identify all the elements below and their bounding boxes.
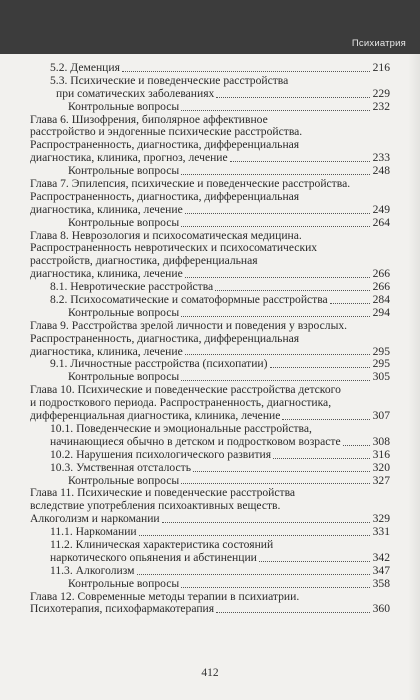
toc-entry [30,410,390,423]
toc-entry [30,423,390,436]
toc-page-number: 308 [372,434,390,448]
toc-page-number: 295 [372,357,390,371]
toc-entry-text: 10.2. Нарушения психологического развития [50,447,272,461]
toc-leader-dots [230,161,370,162]
toc-leader-dots [181,587,370,588]
toc-entry-text: Глава 9. Расстройства зрелой личности и поведения у взрослых. [30,318,348,332]
toc-entry-text: диагностика, клиника, прогноз, лечение [30,151,228,165]
toc-entry-text: 9.1. Личностные расстройства (психопатии) [50,357,268,371]
page-fold-shadow [408,54,420,700]
toc-leader-dots [181,174,370,175]
table-of-contents [30,62,390,616]
toc-entry [30,565,390,578]
toc-entry [30,603,390,616]
toc-entry-text: Глава 6. Шизофрения, биполярное аффективное [30,112,268,126]
toc-entry [30,191,390,204]
toc-entry [30,75,390,88]
toc-leader-dots [181,316,370,317]
toc-entry-text: Алкоголизм и наркомании [30,512,160,526]
toc-entry-text: Глава 11. Психические и поведенческие расстройства [30,486,296,500]
toc-entry-text: Контрольные вопросы [68,576,180,590]
toc-entry-text: Распространенность невротических и психосоматических [30,241,318,255]
toc-entry-text: 11.2. Клиническая характеристика состояний [50,537,274,551]
toc-page-number: 307 [372,409,390,423]
page-number: 412 [201,667,219,679]
toc-page-number: 305 [372,370,390,384]
toc-leader-dots [282,419,370,420]
toc-entry-text: диагностика, клиника, лечение [30,344,183,358]
toc-entry [30,217,390,230]
toc-leader-dots [181,380,370,381]
toc-page-number: 229 [372,86,390,100]
toc-leader-dots [215,290,370,291]
toc-entry [30,333,390,346]
toc-page-number: 347 [372,563,390,577]
toc-entry-text: наркотического опьянения и абстиненции [50,550,257,564]
toc-leader-dots [185,213,370,214]
toc-entry [30,307,390,320]
toc-leader-dots [181,110,370,111]
toc-page-number: 248 [372,164,390,178]
toc-entry-text: вследствие употребления психоактивных веществ. [30,499,281,513]
toc-leader-dots [181,226,370,227]
toc-page-number: 329 [372,512,390,526]
toc-leader-dots [259,561,370,562]
toc-page-number: 342 [372,550,390,564]
toc-entry [30,62,390,75]
toc-entry-text: Глава 12. Современные методы терапии в психиатрии. [30,589,300,603]
header-bar [0,0,420,54]
toc-entry-text: Контрольные вопросы [68,305,180,319]
toc-entry-text: Распространенность, диагностика, дифференциальная [30,138,300,152]
toc-entry [30,178,390,191]
toc-leader-dots [162,522,370,523]
toc-entry-text: Контрольные вопросы [68,99,180,113]
toc-page-number: 320 [372,460,390,474]
toc-page-number: 327 [372,473,390,487]
toc-page-number: 266 [372,280,390,294]
toc-entry [30,294,390,307]
toc-page-number: 295 [372,344,390,358]
toc-entry [30,449,390,462]
toc-entry-text: Контрольные вопросы [68,164,180,178]
toc-leader-dots [343,445,370,446]
toc-entry-text: диагностика, клиника, лечение [30,202,183,216]
toc-entry-text: расстройство и эндогенные психические расстройства. [30,125,303,139]
toc-page-number: 316 [372,447,390,461]
toc-page-number: 284 [372,293,390,307]
toc-entry-text: Распространенность, диагностика, дифференциальная [30,189,300,203]
toc-entry-text: Глава 7. Эпилепсия, психические и поведенческие расстройства. [30,177,351,191]
toc-page-number: 294 [372,305,390,319]
toc-page-number: 331 [372,525,390,539]
toc-entry-text: 5.3. Психические и поведенческие расстройства [50,73,289,87]
toc-page-number: 232 [372,99,390,113]
toc-entry-text: Контрольные вопросы [68,473,180,487]
toc-entry [30,101,390,114]
toc-leader-dots [216,97,370,98]
toc-page-number: 358 [372,576,390,590]
toc-page-number: 233 [372,151,390,165]
toc-entry [30,552,390,565]
toc-entry-text: Глава 8. Неврозология и психосоматическая медицина. [30,228,302,242]
toc-entry [30,578,390,591]
toc-page-number: 264 [372,215,390,229]
toc-entry-text: 5.2. Деменция [50,61,120,74]
toc-page-number: 216 [372,61,390,74]
toc-entry-text: Распространенность, диагностика, дифференциальная [30,331,300,345]
toc-entry [30,436,390,449]
toc-entry-text: дифференциальная диагностика, клиника, лечение [30,409,281,423]
toc-entry-text: диагностика, клиника, лечение [30,267,183,281]
toc-leader-dots [193,471,370,472]
toc-entry [30,320,390,333]
toc-entry-text: Контрольные вопросы [68,215,180,229]
toc-entry-text: 10.3. Умственная отсталость [50,460,191,474]
toc-leader-dots [270,367,370,368]
toc-entry-text: 10.1. Поведенческие и эмоциональные расстройства, [50,421,312,435]
toc-entry-text: 8.1. Невротические расстройства [50,280,214,294]
toc-entry [30,204,390,217]
toc-entry [30,539,390,552]
toc-leader-dots [181,483,370,484]
toc-entry-text: Контрольные вопросы [68,370,180,384]
toc-entry-text: расстройств, диагностика, дифференциальная [30,254,258,268]
toc-entry-text: 11.1. Наркомании [50,525,137,539]
toc-leader-dots [330,303,370,304]
toc-entry-text: 8.2. Психосоматические и соматоформные расстройства [50,293,328,307]
toc-leader-dots [185,277,370,278]
toc-entry-text: и подросткового периода. Распространенность, диагностика, [30,396,332,410]
toc-leader-dots [216,612,370,613]
running-head-title: Психиатрия [351,38,406,49]
toc-entry-text: при соматических заболеваниях [56,86,215,100]
toc-leader-dots [185,354,370,355]
toc-entry-text: 11.3. Алкоголизм [50,563,135,577]
toc-leader-dots [139,535,370,536]
toc-entry [30,88,390,101]
toc-leader-dots [137,574,370,575]
toc-entry-text: Глава 10. Психические и поведенческие расстройства детского [30,383,341,397]
toc-entry-text: Психотерапия, психофармакотерапия [30,602,215,616]
toc-entry [30,462,390,475]
toc-entry-text: начинающиеся обычно в детском и подростковом возрасте [50,434,341,448]
toc-leader-dots [122,71,370,72]
toc-page-number: 360 [372,602,390,616]
toc-leader-dots [273,458,370,459]
toc-page-number: 266 [372,267,390,281]
toc-page-number: 249 [372,202,390,216]
